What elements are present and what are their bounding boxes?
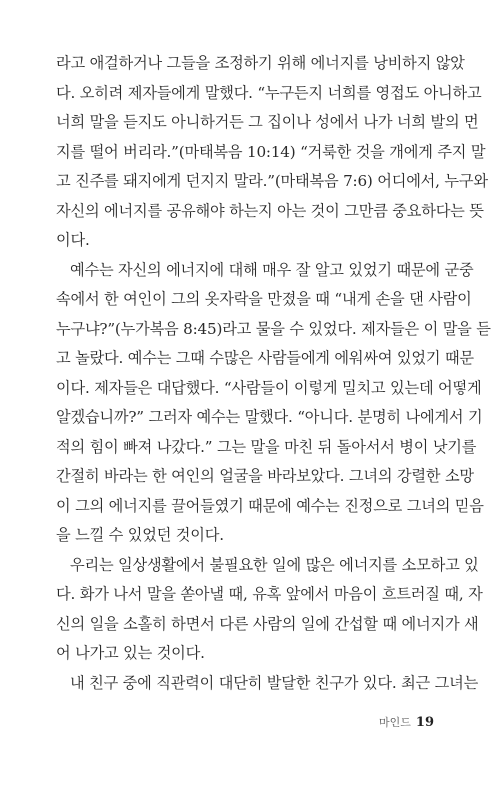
text-line: 너희 말을 듣지도 아니하거든 그 집이나 성에서 나가 너희 발의 먼: [56, 113, 479, 131]
text-line: 지를 떨어 버리라.”(마태복음 10:14) “거룩한 것을 개에게 주지 말: [56, 142, 486, 161]
text-line: 어 나가고 있는 것이다.: [56, 644, 205, 662]
text-line: 고 진주를 돼지에게 던지지 말라.”(마태복음 7:6) 어디에서, 누구와: [56, 172, 488, 190]
text-line: 라고 애걸하거나 그들을 조정하기 위해 에너지를 낭비하지 않았: [56, 54, 465, 72]
paragraph-first-line: 우리는 일상생활에서 불필요한 일에 많은 에너지를 소모하고 있: [70, 555, 479, 574]
text-line: 이 그의 에너지를 끌어들였기 때문에 예수는 진정으로 그녀의 믿음: [56, 496, 484, 515]
text-line: 자신의 에너지를 공유해야 하는지 아는 것이 그만큼 중요하다는 뜻: [56, 201, 484, 220]
text-line: 신의 일을 소홀히 하면서 다른 사람의 일에 간섭할 때 에너지가 새: [56, 614, 479, 633]
text-line: 누구냐?”(누가복음 8:45)라고 물을 수 있었다. 제자들은 이 말을 듣: [56, 319, 491, 338]
text-line: 이다. 제자들은 대답했다. “사람들이 이렇게 밀치고 있는데 어떻게: [56, 378, 482, 397]
running-title: 마인드: [379, 716, 411, 729]
page-number: 19: [415, 715, 434, 730]
text-line: 간절히 바라는 한 여인의 얼굴을 바라보았다. 그녀의 강렬한 소망: [56, 467, 474, 485]
paragraph-first-line: 내 친구 중에 직관력이 대단히 발달한 친구가 있다. 최근 그녀는: [70, 673, 479, 692]
body-text: [56, 49, 491, 698]
paragraph-first-line: 예수는 자신의 에너지에 대해 매우 잘 알고 있었기 때문에 군중: [70, 260, 474, 279]
text-line: 을 느낄 수 있었던 것이다.: [56, 526, 224, 544]
text-line: 다. 화가 나서 말을 쏟아낼 때, 유혹 앞에서 마음이 흐트러질 때, 자: [56, 585, 483, 603]
text-line: 속에서 한 여인이 그의 옷자락을 만졌을 때 “내게 손을 댄 사람이: [56, 290, 472, 308]
text-line: 알겠습니까?” 그러자 예수는 말했다. “아니다. 분명히 나에게서 기: [56, 408, 483, 426]
text-line: 이다.: [56, 231, 90, 249]
text-line: 다. 오히려 제자들에게 말했다. “누구든지 너희를 영접도 아니하고: [56, 83, 482, 102]
page-footer: [379, 714, 434, 731]
text-line: 고 놀랐다. 예수는 그때 수많은 사람들에게 에워싸여 있었기 때문: [56, 349, 474, 367]
text-line: 적의 힘이 빠져 나갔다.” 그는 말을 마친 뒤 돌아서서 병이 낫기를: [56, 437, 477, 456]
